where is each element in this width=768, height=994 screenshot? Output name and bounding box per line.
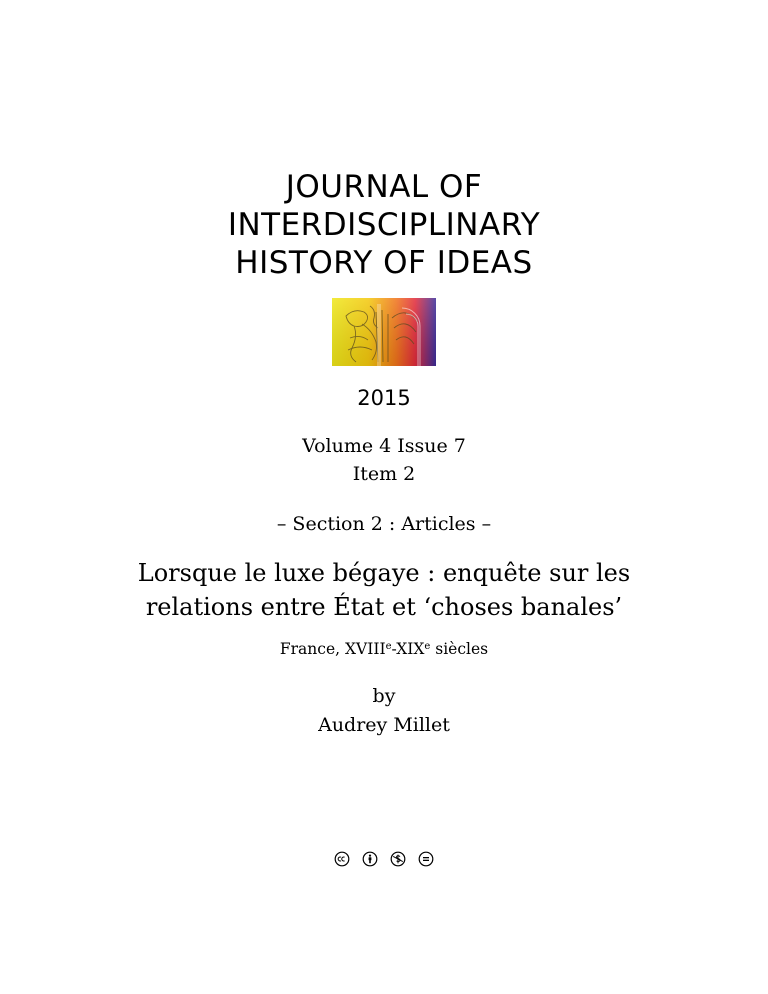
journal-title-line: JOURNAL OF <box>285 169 483 205</box>
nd-noderivatives-icon <box>418 851 434 867</box>
byline <box>0 682 768 740</box>
by-label: by <box>372 685 396 707</box>
creative-commons-license[interactable] <box>334 848 434 870</box>
journal-logo <box>332 298 436 366</box>
issue-info <box>0 432 768 488</box>
nc-noncommercial-icon <box>390 851 406 867</box>
journal-title-line: HISTORY OF IDEAS <box>235 245 533 281</box>
journal-title <box>0 168 768 282</box>
subtitle-suffix: siècles <box>430 640 489 658</box>
volume-issue: Volume 4 Issue 7 <box>302 435 466 457</box>
article-title-line: relations entre État et ‘choses banales’ <box>145 593 623 621</box>
cc-icon <box>334 851 350 867</box>
article-subtitle <box>0 637 768 661</box>
subtitle-middle: -XIX <box>391 640 425 658</box>
item-number: Item 2 <box>352 463 416 485</box>
subtitle-superscript: e <box>385 641 392 652</box>
article-title-line: Lorsque le luxe bégaye : enquête sur les <box>137 559 631 587</box>
publication-year: 2015 <box>357 386 411 410</box>
by-attribution-icon <box>362 851 378 867</box>
journal-title-line: INTERDISCIPLINARY <box>227 207 541 243</box>
subtitle-superscript: e <box>424 641 431 652</box>
article-title <box>60 556 708 624</box>
author-name: Audrey Millet <box>318 714 450 736</box>
section-heading: – Section 2 : Articles – <box>276 513 492 535</box>
subtitle-prefix: France, XVIII <box>279 640 386 658</box>
